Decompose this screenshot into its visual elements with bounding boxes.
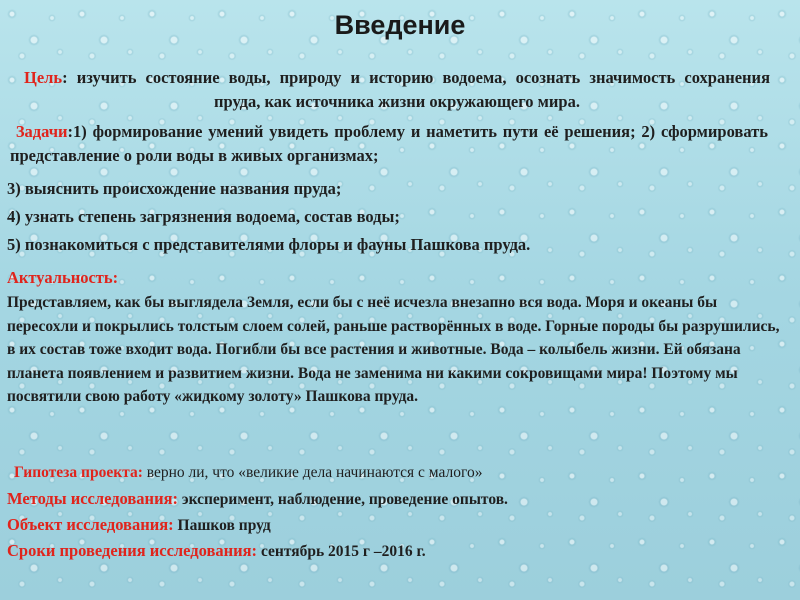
goal-text: : изучить состояние воды, природу и историю водоема, осознать значимость сохранения пруда, как источника жизни окружающего мира. bbox=[62, 68, 770, 111]
task-item-5: 5) познакомиться с представителями флоры и фауны Пашкова пруда. bbox=[7, 235, 531, 254]
tasks-first-text: :1) формирование умений увидеть проблему и наметить пути её решения; 2) сформировать представление о роли воды в живых организмах; bbox=[10, 122, 769, 165]
task-item-3: 3) выяснить происхождение названия пруда; bbox=[7, 179, 342, 198]
goal-label: Цель bbox=[24, 68, 63, 87]
slide-title: Введение bbox=[334, 10, 466, 40]
tasks-paragraph bbox=[10, 120, 768, 168]
object-label: Объект исследования: bbox=[7, 515, 174, 534]
task-item-4: 4) узнать степень загрязнения водоема, состав воды; bbox=[7, 207, 400, 226]
timing-line bbox=[7, 540, 426, 563]
methods-line bbox=[7, 488, 508, 511]
hypothesis-label: Гипотеза проекта: bbox=[14, 464, 143, 481]
hypothesis-line bbox=[14, 462, 482, 484]
methods-text: эксперимент, наблюдение, проведение опытов. bbox=[178, 491, 508, 508]
timing-text: сентябрь 2015 г –2016 г. bbox=[257, 543, 426, 560]
hypothesis-text: верно ли, что «великие дела начинаются с малого» bbox=[142, 464, 483, 481]
goal-paragraph bbox=[24, 66, 770, 114]
timing-label: Сроки проведения исследования: bbox=[7, 541, 258, 560]
tasks-label: Задачи bbox=[15, 122, 68, 141]
object-text: Пашков пруд bbox=[173, 517, 271, 534]
methods-label: Методы исследования: bbox=[7, 489, 178, 508]
object-line bbox=[7, 514, 271, 537]
relevance-text: Представляем, как бы выглядела Земля, если бы с неё исчезла внезапно вся вода. Моря и океаны бы пересохли и покрылись толстым слоем солей, раньше растворённых в воде. Горные породы бы разрушились, в их состав тоже входит вода. Погибли бы все растения и животные. Вода – колыбель жизни. Ей обязана планета появлением и развитием жизни. Вода не заменима ни какими сокровищами мира! Поэтому мы посвятили свою работу «жидкому золоту» Пашкова пруда. bbox=[7, 294, 780, 406]
relevance-heading: Актуальность: bbox=[7, 268, 119, 287]
